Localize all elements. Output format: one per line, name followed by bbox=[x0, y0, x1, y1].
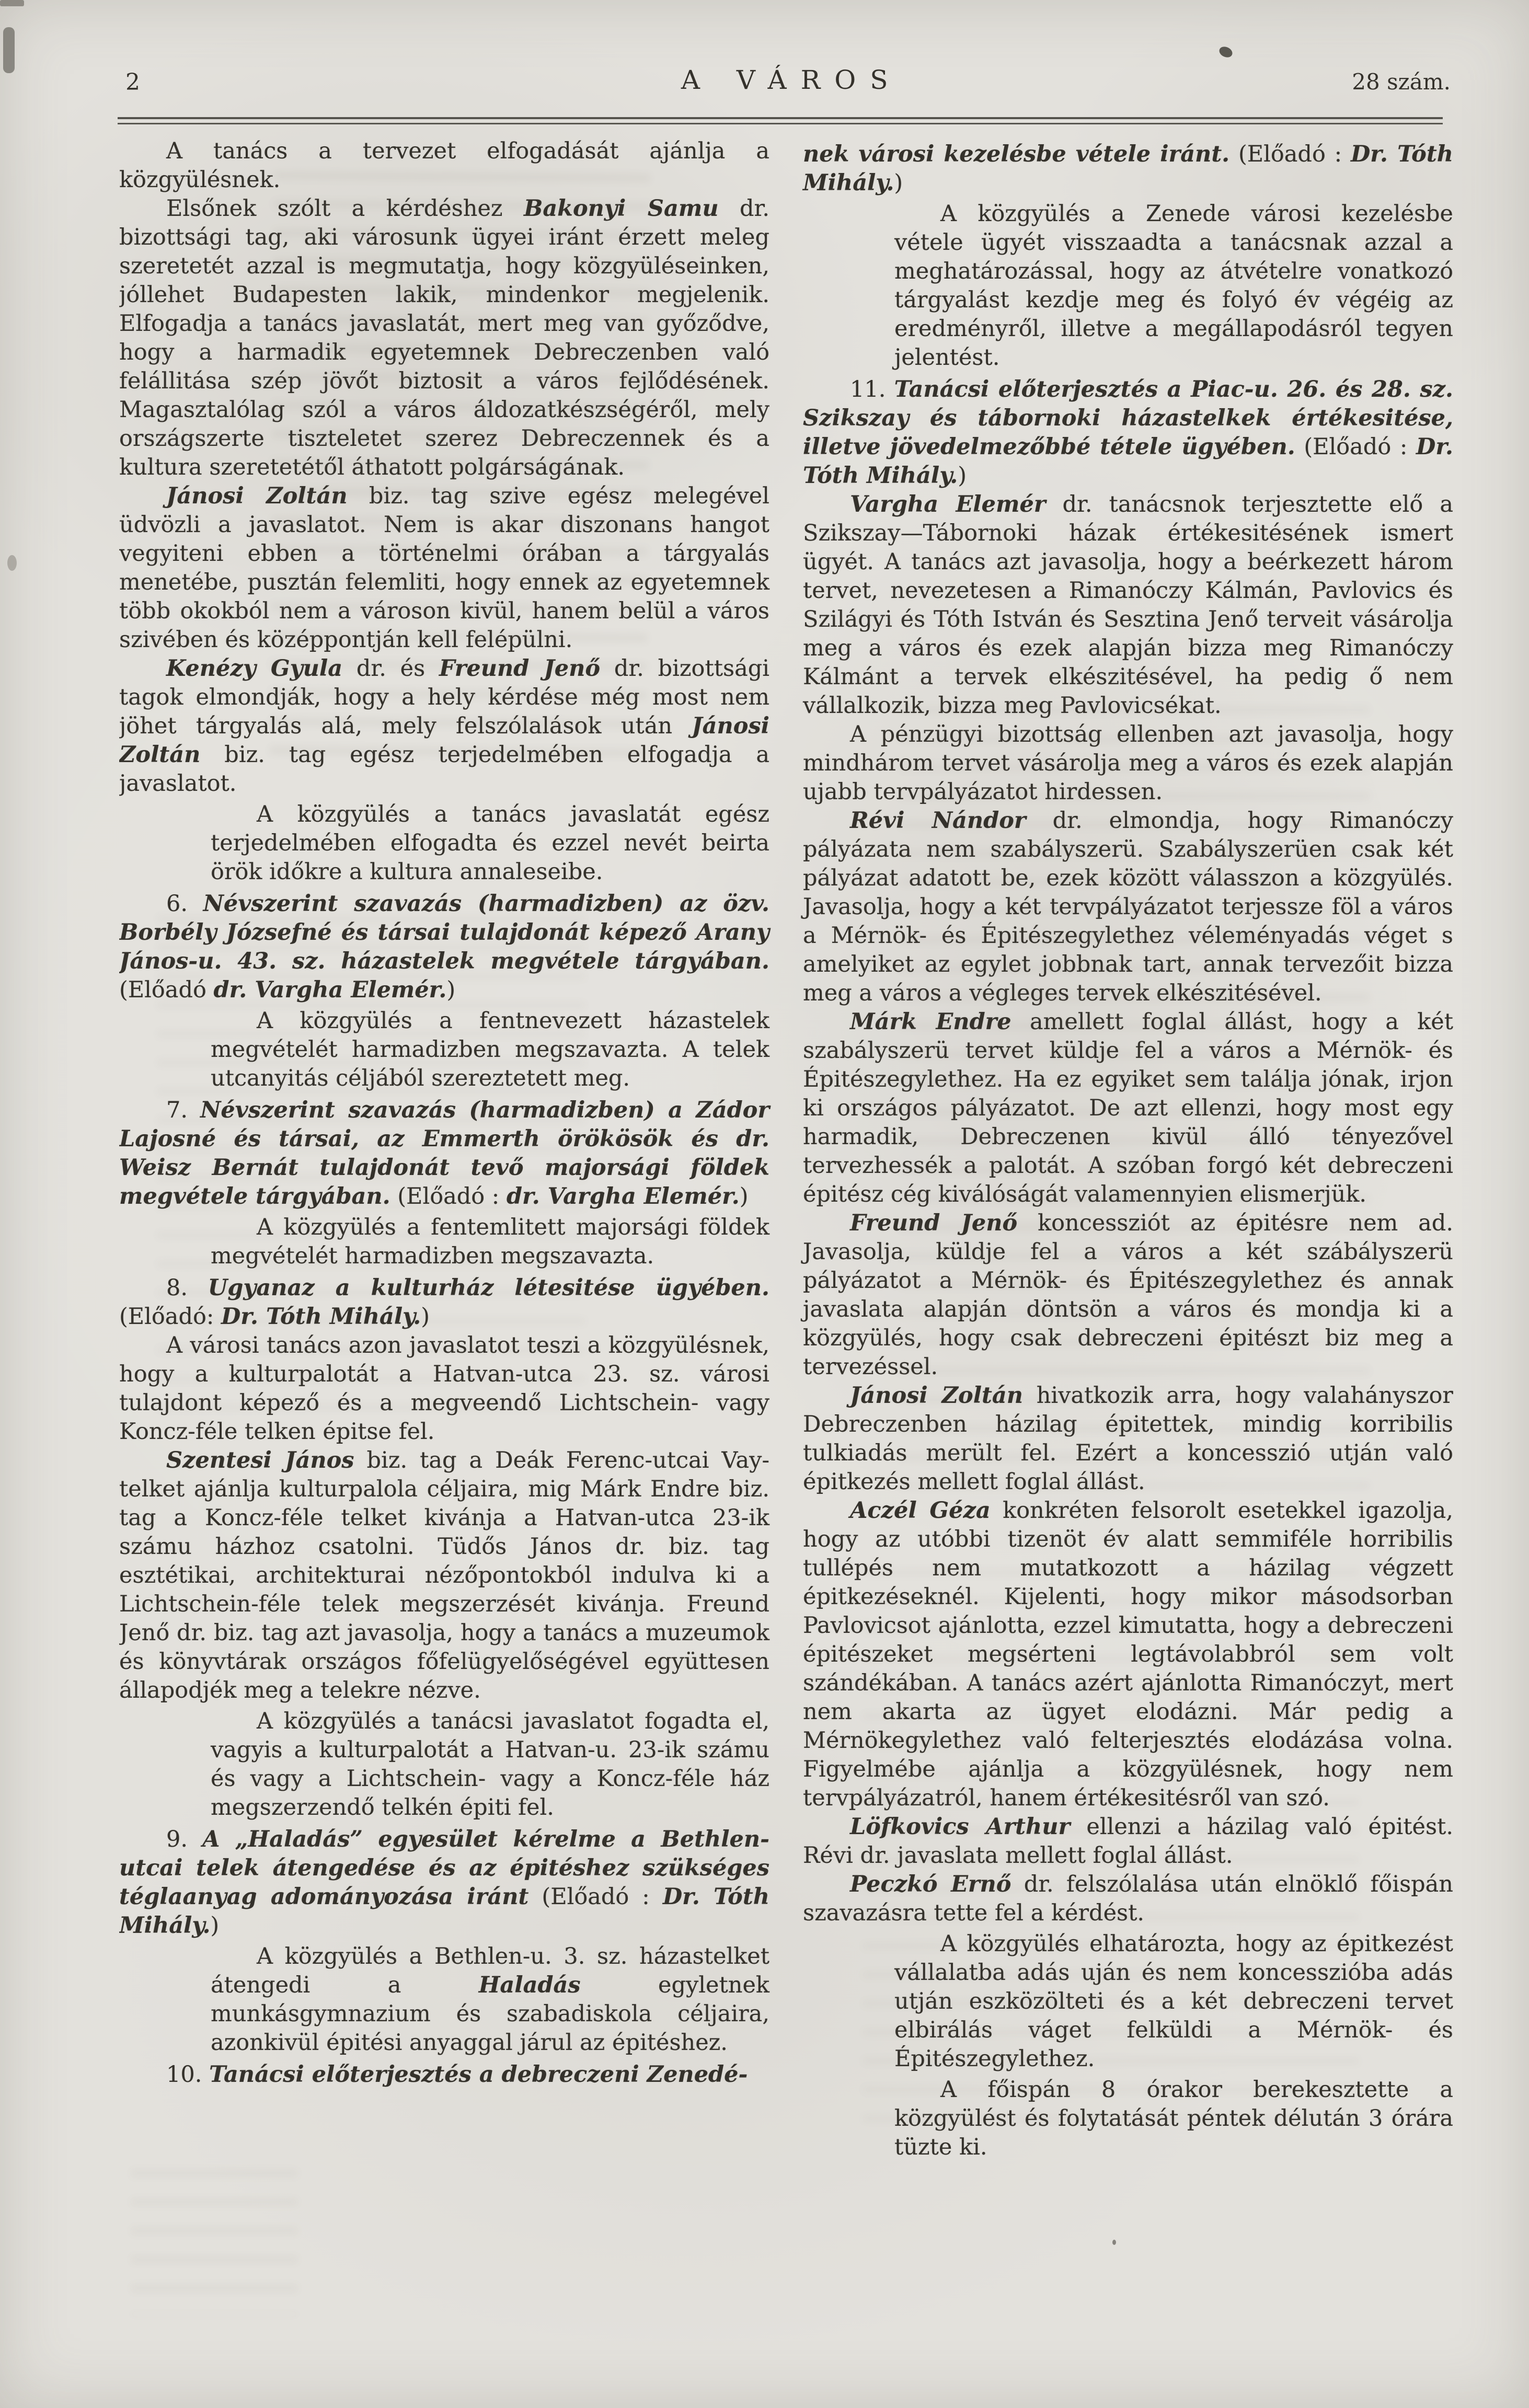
right-column-paragraph-7 bbox=[803, 1008, 1453, 1209]
body-text: 8. bbox=[166, 1275, 208, 1301]
emphasized-text: Márk Endre bbox=[850, 1009, 1011, 1035]
right-column-paragraph-5 bbox=[803, 720, 1453, 806]
emphasized-text: Peczkó Ernő bbox=[850, 1871, 1011, 1897]
body-text: ) bbox=[958, 463, 967, 489]
body-text: amellett foglal állást, hogy a két szabályszerü tervet küldje fel a város a Mérnök- és Épitészegylethez. Ha ez egyiket sem találja jónak, irjon ki országos pályázatot. De azt ellenzi, hogy most egy harmadik, Debreczenen kivül álló tényezővel tervezhessék a palotát. A szóban forgó két debreczeni épitész cég kiválóságát valamennyien elismerjük. bbox=[803, 1009, 1453, 1207]
ink-speck bbox=[1217, 45, 1234, 60]
left-column-paragraph-10 bbox=[119, 1274, 769, 1331]
body-text: A közgyülés a Bethlen-u. 3. sz. házastelket átengedi a bbox=[211, 1943, 769, 1998]
left-column-paragraph-8 bbox=[119, 1096, 769, 1211]
emphasized-text: Jánosi Zoltán bbox=[119, 713, 769, 768]
emphasized-text: Haladás bbox=[478, 1972, 581, 1998]
body-text: ) bbox=[421, 1304, 430, 1330]
body-text: A közgyülés a tanács javaslatát egész terjedelmében elfogadta és ezzel nevét beirta örök időkre a kultura annaleseibe. bbox=[211, 801, 769, 885]
page-header bbox=[119, 63, 1451, 105]
emphasized-text: Dr. Tóth Mihály. bbox=[119, 1884, 769, 1939]
emphasized-text: Dr. Tóth Mihály. bbox=[803, 434, 1453, 489]
right-column-paragraph-12 bbox=[803, 1870, 1453, 1928]
page-number: 2 bbox=[125, 69, 140, 96]
emphasized-text: Kenézy Gyula bbox=[166, 655, 343, 682]
issue-number: 28 szám. bbox=[1352, 69, 1451, 95]
left-column-paragraph-9 bbox=[211, 1213, 769, 1271]
emphasized-text: Dr. Tóth Mihály. bbox=[803, 141, 1453, 196]
body-text: egyletnek munkásgymnazium és szabadiskola céljaira, azonkivül épitési anyaggal járul az épitéshez. bbox=[211, 1972, 769, 2056]
body-text: biz. tag szive egész melegével üdvözli a javaslatot. Nem is akar diszonans hangot vegyiteni ebben a történelmi órában a tárgyalás menetébe, pusztán felemliti, hogy ennek az egyetemnek több okokból nem a városon kivül, hanem belül a város szivében és középpontján kell felépülni. bbox=[119, 483, 769, 653]
body-text: A tanács a tervezet elfogadását ajánlja a közgyülésnek. bbox=[119, 138, 769, 193]
body-text: dr. elmondja, hogy Rimanóczy pályázata nem szabályszerü. Szabályszerüen csak két pályázat adatott be, ezek között válasszon a közgyülés. Javasolja, hogy a két tervpályázatot terjessze föl a város a Mérnök- és Épitészegylethez véleményadás véget s amelyiket az egylet jobbnak tart, annak tervezőit bizza meg a város a végleges tervek elkészitésével. bbox=[803, 808, 1453, 1006]
emphasized-text: Névszerint szavazás (harmadizben) az özv. Borbély Józsefné és társai tulajdonát képező Arany János-u. 43. sz. házastelek megvétele tárgyában. bbox=[119, 891, 769, 974]
body-text: A közgyülés a Zenede városi kezelésbe vétele ügyét visszaadta a tanácsnak azzal a meghatározással, hogy az átvételre vonatkozó tárgyalást kezdje meg és folyó év végéig az eredményről, illetve a megállapodásról tegyen jelentést. bbox=[894, 201, 1453, 371]
body-text: (Előadó : bbox=[1295, 434, 1417, 460]
body-text: dr. tanácsnok terjesztette elő a Szikszay—Tábornoki házak értékesitésének ismert ügyét. A tanács azt javasolja, hogy a beérkezett három tervet, nevezetesen a Rimanóczy Kálmán, Pavlovics és Szilágyi és Tóth István és Sesztina Jenő terveit vásárolja meg a város és ezek alapján bizza meg Rimanóczy Kálmánt a tervek elkészitésével, ha pedig ő nem vállalkozik, bizza meg Pavlovicsékat. bbox=[803, 491, 1453, 719]
right-column-paragraph-10 bbox=[803, 1496, 1453, 1813]
left-column-paragraph-15 bbox=[211, 1942, 769, 2057]
body-text: biz. tag a Deák Ferenc-utcai Vay-telket ajánlja kulturpalola céljaira, mig Márk Endre biz. tag a Koncz-féle telket kivánja a Hatvan-utca 23-ik számu házhoz csatolni. Tüdős János dr. biz. tag esztétikai, architekturai nézőpontokból indulva ki a Lichtschein-féle telek megszerzését kivánja. Freund Jenő dr. biz. tag azt javasolja, hogy a tanács a muzeumok és könyvtárak országos főfelügyelőségével együttesen állapodjék meg a telekre nézve. bbox=[119, 1447, 769, 1703]
body-text: A főispán 8 órakor berekesztette a közgyülést és folytatását péntek délután 3 órára tüzte ki. bbox=[894, 2077, 1453, 2160]
emphasized-text: Vargha Elemér bbox=[850, 491, 1046, 517]
right-column-paragraph-1 bbox=[803, 140, 1453, 198]
emphasized-text: Freund Jenő bbox=[850, 1210, 1018, 1236]
body-text: (Előadó bbox=[119, 977, 214, 1003]
body-text: konkréten felsorolt esetekkel igazolja, hogy az utóbbi tizenöt év alatt semmiféle horribilis tullépés nem mutatkozott a házilag végzett épitkezéseknél. Kijelenti, hogy mikor másodsorban Pavlovicsot ajánlotta, ezzel kimutatta, hogy a debreczeni épitészeket megsérteni legtávolabbról sem volt szándékában. A tanács azért ajánlotta Rimanóczyt, mert nem akarta az ügyet elodázni. Már pedig a Mérnökegylethez való felterjesztés elodázása volna. Figyelmébe ajánlja a közgyülésnek, hogy nem tervpályázatról, hanem értékesitésről van szó. bbox=[803, 1497, 1453, 1811]
right-column-paragraph-13 bbox=[894, 1930, 1453, 2073]
scan-edge-mark bbox=[3, 27, 15, 73]
body-text: 11. bbox=[850, 376, 894, 402]
body-text: (Előadó: bbox=[119, 1304, 222, 1330]
left-column-paragraph-4 bbox=[119, 654, 769, 798]
left-column-paragraph-5 bbox=[211, 800, 769, 886]
left-column-paragraph-16 bbox=[119, 2060, 769, 2089]
emphasized-text: Dr. Tóth Mihály. bbox=[221, 1304, 421, 1330]
body-text: dr. bizottsági tag, aki városunk ügyei iránt érzett meleg szeretetét azzal is megmutatja, hogy közgyüléseinken, jóllehet Budapesten lakik, mindenkor megjelenik. Elfogadja a tanács javaslatát, mert meg van győződve, hogy a harmadik egyetemnek Debreczenben való felállitása szép jövőt biztosit a város fejlődésének. Magasztalólag szól a város áldozatkészségéről, mely országszerte tiszteletet szerez Debreczennek és a kultura szeretetétől áthatott polgárságának. bbox=[119, 195, 769, 480]
right-column-paragraph-9 bbox=[803, 1381, 1453, 1496]
emphasized-text: dr. Vargha Elemér. bbox=[506, 1183, 740, 1209]
right-column-paragraph-6 bbox=[803, 806, 1453, 1008]
body-text: hivatkozik arra, hogy valahányszor Debreczenben házilag épitettek, mindig korribilis tulkiadás merült fel. Ezért a koncesszió utján való épitkezés mellett foglal állást. bbox=[803, 1382, 1453, 1495]
right-column-paragraph-14 bbox=[894, 2076, 1453, 2162]
body-text: 9. bbox=[166, 1826, 203, 1852]
body-text: 7. bbox=[166, 1097, 201, 1123]
emphasized-text: Szentesi János bbox=[166, 1447, 354, 1473]
emphasized-text: Jánosi Zoltán bbox=[166, 483, 348, 509]
emphasized-text: dr. Vargha Elemér. bbox=[213, 977, 447, 1003]
right-column bbox=[803, 137, 1453, 2400]
body-text: Elsőnek szólt a kérdéshez bbox=[166, 195, 524, 222]
right-column-paragraph-3 bbox=[803, 375, 1453, 490]
body-text: ellenzi a házilag való épitést. Révi dr. javaslata mellett foglal állást. bbox=[803, 1814, 1453, 1869]
emphasized-text: Ugyanaz a kulturház létesitése ügyében. bbox=[208, 1275, 769, 1301]
emphasized-text: Tanácsi előterjesztés a debreczeni Zenedé- bbox=[209, 2061, 748, 2088]
left-column-paragraph-13 bbox=[211, 1707, 769, 1822]
emphasized-text: Révi Nándor bbox=[850, 808, 1026, 834]
body-text: 6. bbox=[166, 891, 203, 917]
left-column bbox=[119, 137, 769, 2400]
body-text: (Előadó : bbox=[1229, 141, 1351, 167]
left-column-paragraph-6 bbox=[119, 890, 769, 1005]
body-text: ) bbox=[894, 170, 903, 196]
scan-edge-mark bbox=[0, 0, 24, 6]
body-text: A közgyülés elhatározta, hogy az épitkezést vállalatba adás uján és nem koncesszióba adás utján eszközölteti és a két debreczeni tervet elbirálás váget felküldi a Mérnök- és Épitészegylethez. bbox=[894, 1931, 1453, 2072]
emphasized-text: Löfkovics Arthur bbox=[850, 1814, 1071, 1840]
left-column-paragraph-1 bbox=[119, 137, 769, 194]
body-text: dr. és bbox=[342, 655, 439, 682]
left-column-paragraph-11 bbox=[119, 1331, 769, 1446]
left-column-paragraph-3 bbox=[119, 482, 769, 654]
body-text: A pénzügyi bizottság ellenben azt javasolja, hogy mindhárom tervet vásárolja meg a város és ezek alapján ujabb tervpályázatot hirdessen. bbox=[803, 721, 1453, 805]
body-text: 10. bbox=[166, 2061, 210, 2088]
emphasized-text: Névszerint szavazás (harmadizben) a Zádor Lajosné és társai, az Emmerth örökösök és dr. Weisz Bernát tulajdonát tevő majorsági földek megvétele tárgyában. bbox=[119, 1097, 769, 1209]
emphasized-text: A „Haladás” egyesület kérelme a Bethlen-utcai telek átengedése és az épitéshez szükséges téglaanyag adományozása iránt bbox=[119, 1826, 769, 1910]
left-column-paragraph-12 bbox=[119, 1446, 769, 1705]
body-text: dr. felszólalása után elnöklő főispán szavazásra tette fel a kérdést. bbox=[803, 1871, 1453, 1926]
emphasized-text: nek városi kezelésbe vétele iránt. bbox=[803, 141, 1230, 167]
body-text: (Előadó : bbox=[390, 1183, 507, 1209]
emphasized-text: Aczél Géza bbox=[850, 1497, 991, 1524]
header-double-rule bbox=[118, 117, 1443, 124]
article-body bbox=[119, 137, 1453, 2400]
body-text: (Előadó : bbox=[528, 1884, 663, 1910]
right-column-paragraph-4 bbox=[803, 490, 1453, 720]
emphasized-text: Bakonyi Samu bbox=[523, 195, 719, 222]
newspaper-title: A VÁROS bbox=[681, 65, 902, 95]
right-column-paragraph-8 bbox=[803, 1209, 1453, 1381]
emphasized-text: Tanácsi előterjesztés a Piac-u. 26. és 28. sz. Szikszay és tábornoki házastelkek értékesitése, illetve jövedelmezőbbé tétele ügyében. bbox=[803, 376, 1453, 460]
emphasized-text: Jánosi Zoltán bbox=[850, 1382, 1024, 1409]
left-column-paragraph-14 bbox=[119, 1825, 769, 1940]
body-text: ) bbox=[739, 1183, 749, 1209]
body-text: koncessziót az épitésre nem ad. Javasolja, küldje fel a város a két szábályszerü pályázatot a Mérnök- és Épitészegylethez és annak javaslata alapján döntsön a város és mondja ki a közgyülés, hogy csak debreczeni épitészt biz meg a tervezéssel. bbox=[803, 1210, 1453, 1380]
right-column-paragraph-11 bbox=[803, 1813, 1453, 1870]
left-column-paragraph-7 bbox=[211, 1007, 769, 1093]
body-text: ) bbox=[210, 1912, 220, 1939]
left-column-paragraph-2 bbox=[119, 194, 769, 482]
body-text: biz. tag egész terjedelmében elfogadja a javaslatot. bbox=[119, 742, 769, 797]
body-text: A közgyülés a fentnevezett házastelek megvételét harmadizben megszavazta. A telek utcanyitás céljából szereztetett meg. bbox=[211, 1008, 769, 1091]
body-text: A közgyülés a tanácsi javaslatot fogadta el, vagyis a kulturpalotát a Hatvan-u. 23-ik számu és vagy a Lichtschein- vagy a Koncz-féle ház megszerzendő telkén épiti fel. bbox=[211, 1708, 769, 1821]
emphasized-text: Freund Jenő bbox=[439, 655, 601, 682]
ink-speck bbox=[7, 555, 17, 571]
body-text: A közgyülés a fentemlitett majorsági földek megvételét harmadizben megszavazta. bbox=[211, 1214, 769, 1269]
body-text: A városi tanács azon javaslatot teszi a közgyülésnek, hogy a kulturpalotát a Hatvan-utca 23. sz. városi tulajdont képező és a megveendő Lichtschein- vagy Koncz-féle telken épitse fel. bbox=[119, 1332, 769, 1445]
body-text: dr. bizottsági tagok elmondják, hogy a hely kérdése még most nem jöhet tárgyalás alá, mely felszólalások után bbox=[119, 655, 769, 739]
right-column-paragraph-2 bbox=[894, 200, 1453, 372]
body-text: ) bbox=[446, 977, 456, 1003]
